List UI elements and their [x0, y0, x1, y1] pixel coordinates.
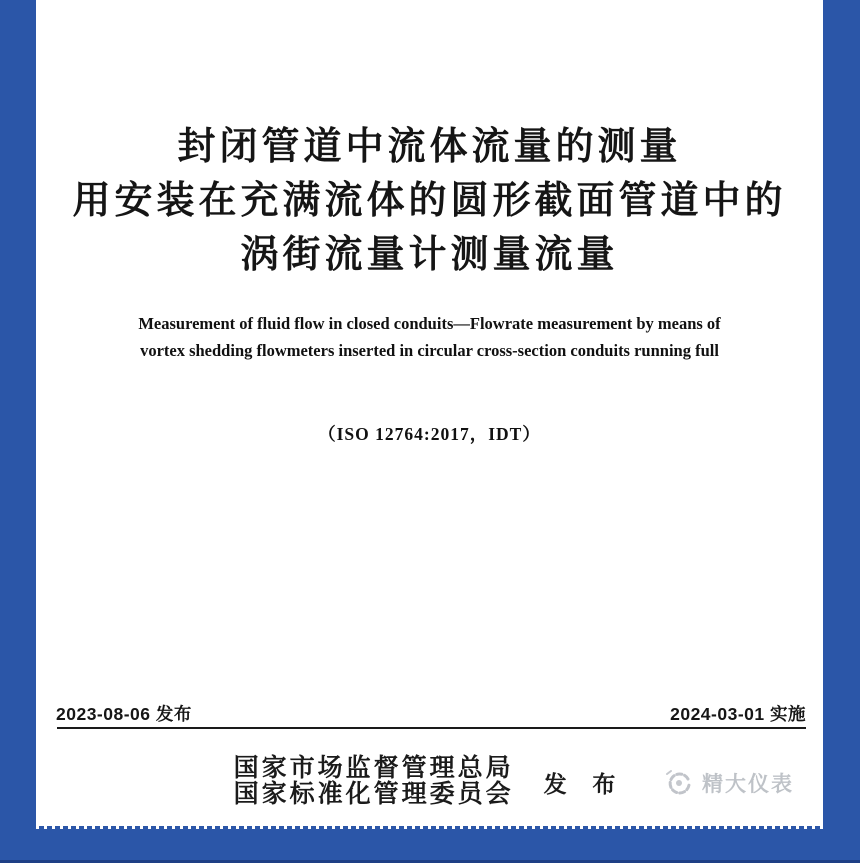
- standard-cover-page: [36, 0, 823, 826]
- watermark: [664, 768, 794, 798]
- standard-title-cn: [36, 120, 823, 282]
- standard-title-en-line1: Measurement of fluid flow in closed conduits—Flowrate measurement by means of: [138, 314, 721, 333]
- standard-title-cn-line1: 封闭管道中流体流量的测量: [177, 126, 682, 168]
- iso-reference: （ISO 12764:2017，IDT）: [318, 424, 541, 444]
- standard-title-cn-line3: 涡街流量计测量流量: [240, 234, 619, 276]
- implementation-date: 2024-03-01 实施: [670, 704, 806, 724]
- standard-title-cn-line2: 用安装在充满流体的圆形截面管道中的: [72, 180, 787, 222]
- issue-date: 2023-08-06 发布: [56, 704, 192, 724]
- watermark-text: 精大仪表: [702, 773, 794, 796]
- watermark-swirl-logo-icon: [664, 768, 694, 798]
- publisher-line1: 国家市场监督管理总局: [233, 755, 514, 782]
- standard-title-en: [36, 311, 823, 364]
- horizontal-rule: [57, 727, 806, 729]
- standard-title-en-line2: vortex shedding flowmeters inserted in circular cross-section conduits running full: [140, 340, 719, 360]
- publisher-line2: 国家标准化管理委员会: [233, 781, 514, 808]
- dates-row: [56, 701, 806, 726]
- publisher-names: [234, 756, 514, 808]
- publish-label: 发 布: [543, 771, 626, 797]
